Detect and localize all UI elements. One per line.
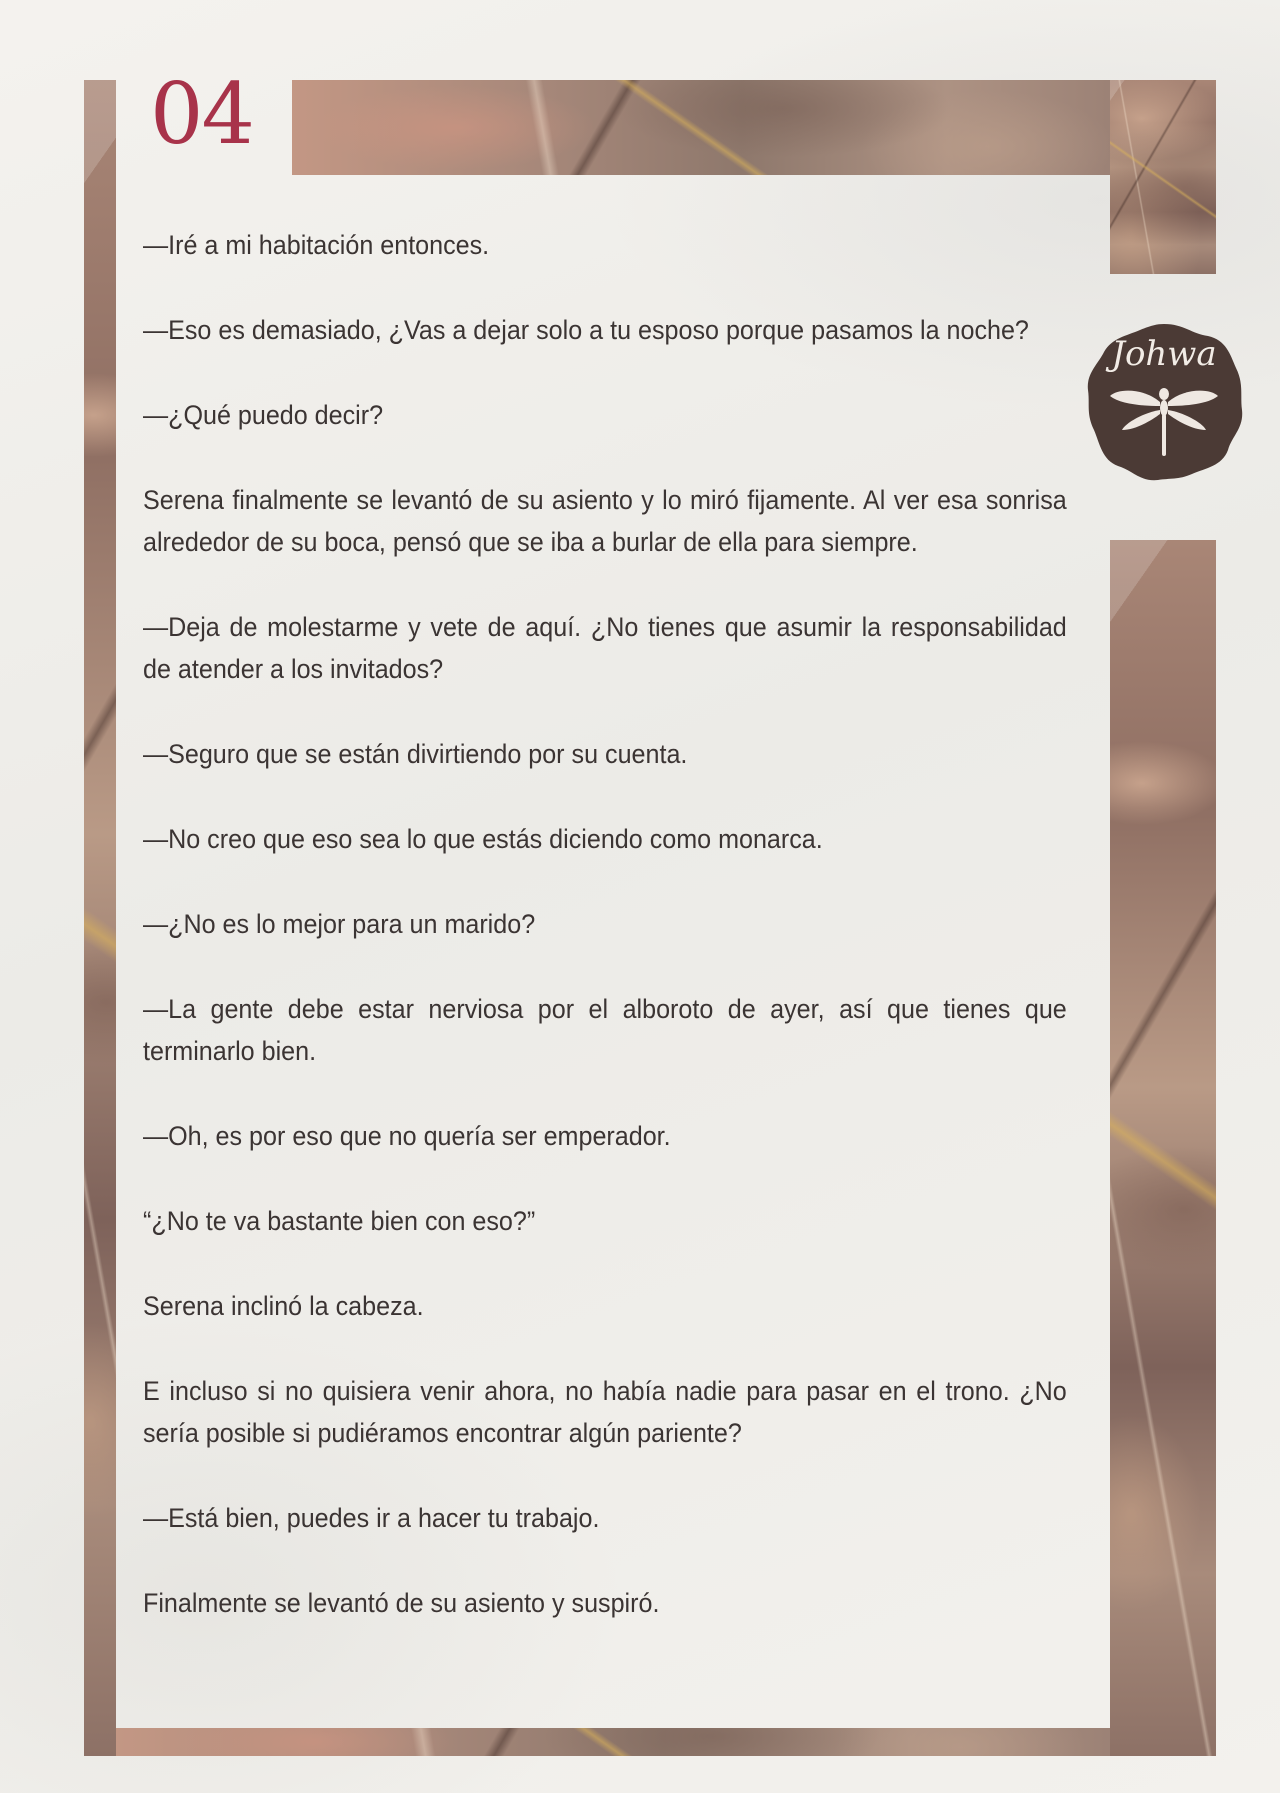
- right-marble-border: [1110, 540, 1216, 1756]
- story-text: [143, 224, 1067, 1667]
- paragraph: —Oh, es por eso que no quería ser emperador.: [143, 1121, 671, 1151]
- paragraph: —Iré a mi habitación entonces.: [143, 230, 490, 260]
- bottom-marble-border: [116, 1728, 1110, 1756]
- paragraph: “¿No te va bastante bien con eso?”: [143, 1206, 536, 1236]
- left-marble-border: [84, 80, 116, 1756]
- paragraph: —No creo que eso sea lo que estás diciendo como monarca.: [143, 824, 823, 854]
- paragraph: —La gente debe estar nerviosa por el alboroto de ayer, así que tienes que terminarlo bien.: [143, 994, 1067, 1066]
- paragraph: —¿No es lo mejor para un marido?: [143, 909, 536, 939]
- paragraph: E incluso si no quisiera venir ahora, no había nadie para pasar en el trono. ¿No sería posible si pudiéramos encontrar algún pariente?: [143, 1376, 1067, 1448]
- paragraph: Serena finalmente se levantó de su asiento y lo miró fijamente. Al ver esa sonrisa alrededor de su boca, pensó que se iba a burlar de ella para siempre.: [143, 485, 1067, 557]
- paragraph: Serena inclinó la cabeza.: [143, 1291, 424, 1321]
- paragraph: —Deja de molestarme y vete de aquí. ¿No tienes que asumir la responsabilidad de atender a los invitados?: [143, 612, 1067, 684]
- paragraph: —¿Qué puedo decir?: [143, 400, 384, 430]
- logo-text: Johwa: [1111, 334, 1217, 374]
- page-number: 04: [150, 65, 253, 163]
- paragraph: —Eso es demasiado, ¿Vas a dejar solo a tu esposo porque pasamos la noche?: [143, 315, 1029, 345]
- paragraph: Finalmente se levantó de su asiento y suspiró.: [143, 1588, 660, 1618]
- johwa-logo: [1080, 318, 1248, 486]
- top-marble-border: [292, 80, 1110, 175]
- paragraph: —Está bien, puedes ir a hacer tu trabajo.: [143, 1503, 600, 1533]
- paragraph: —Seguro que se están divirtiendo por su cuenta.: [143, 739, 688, 769]
- right-marble-border-top: [1110, 80, 1216, 274]
